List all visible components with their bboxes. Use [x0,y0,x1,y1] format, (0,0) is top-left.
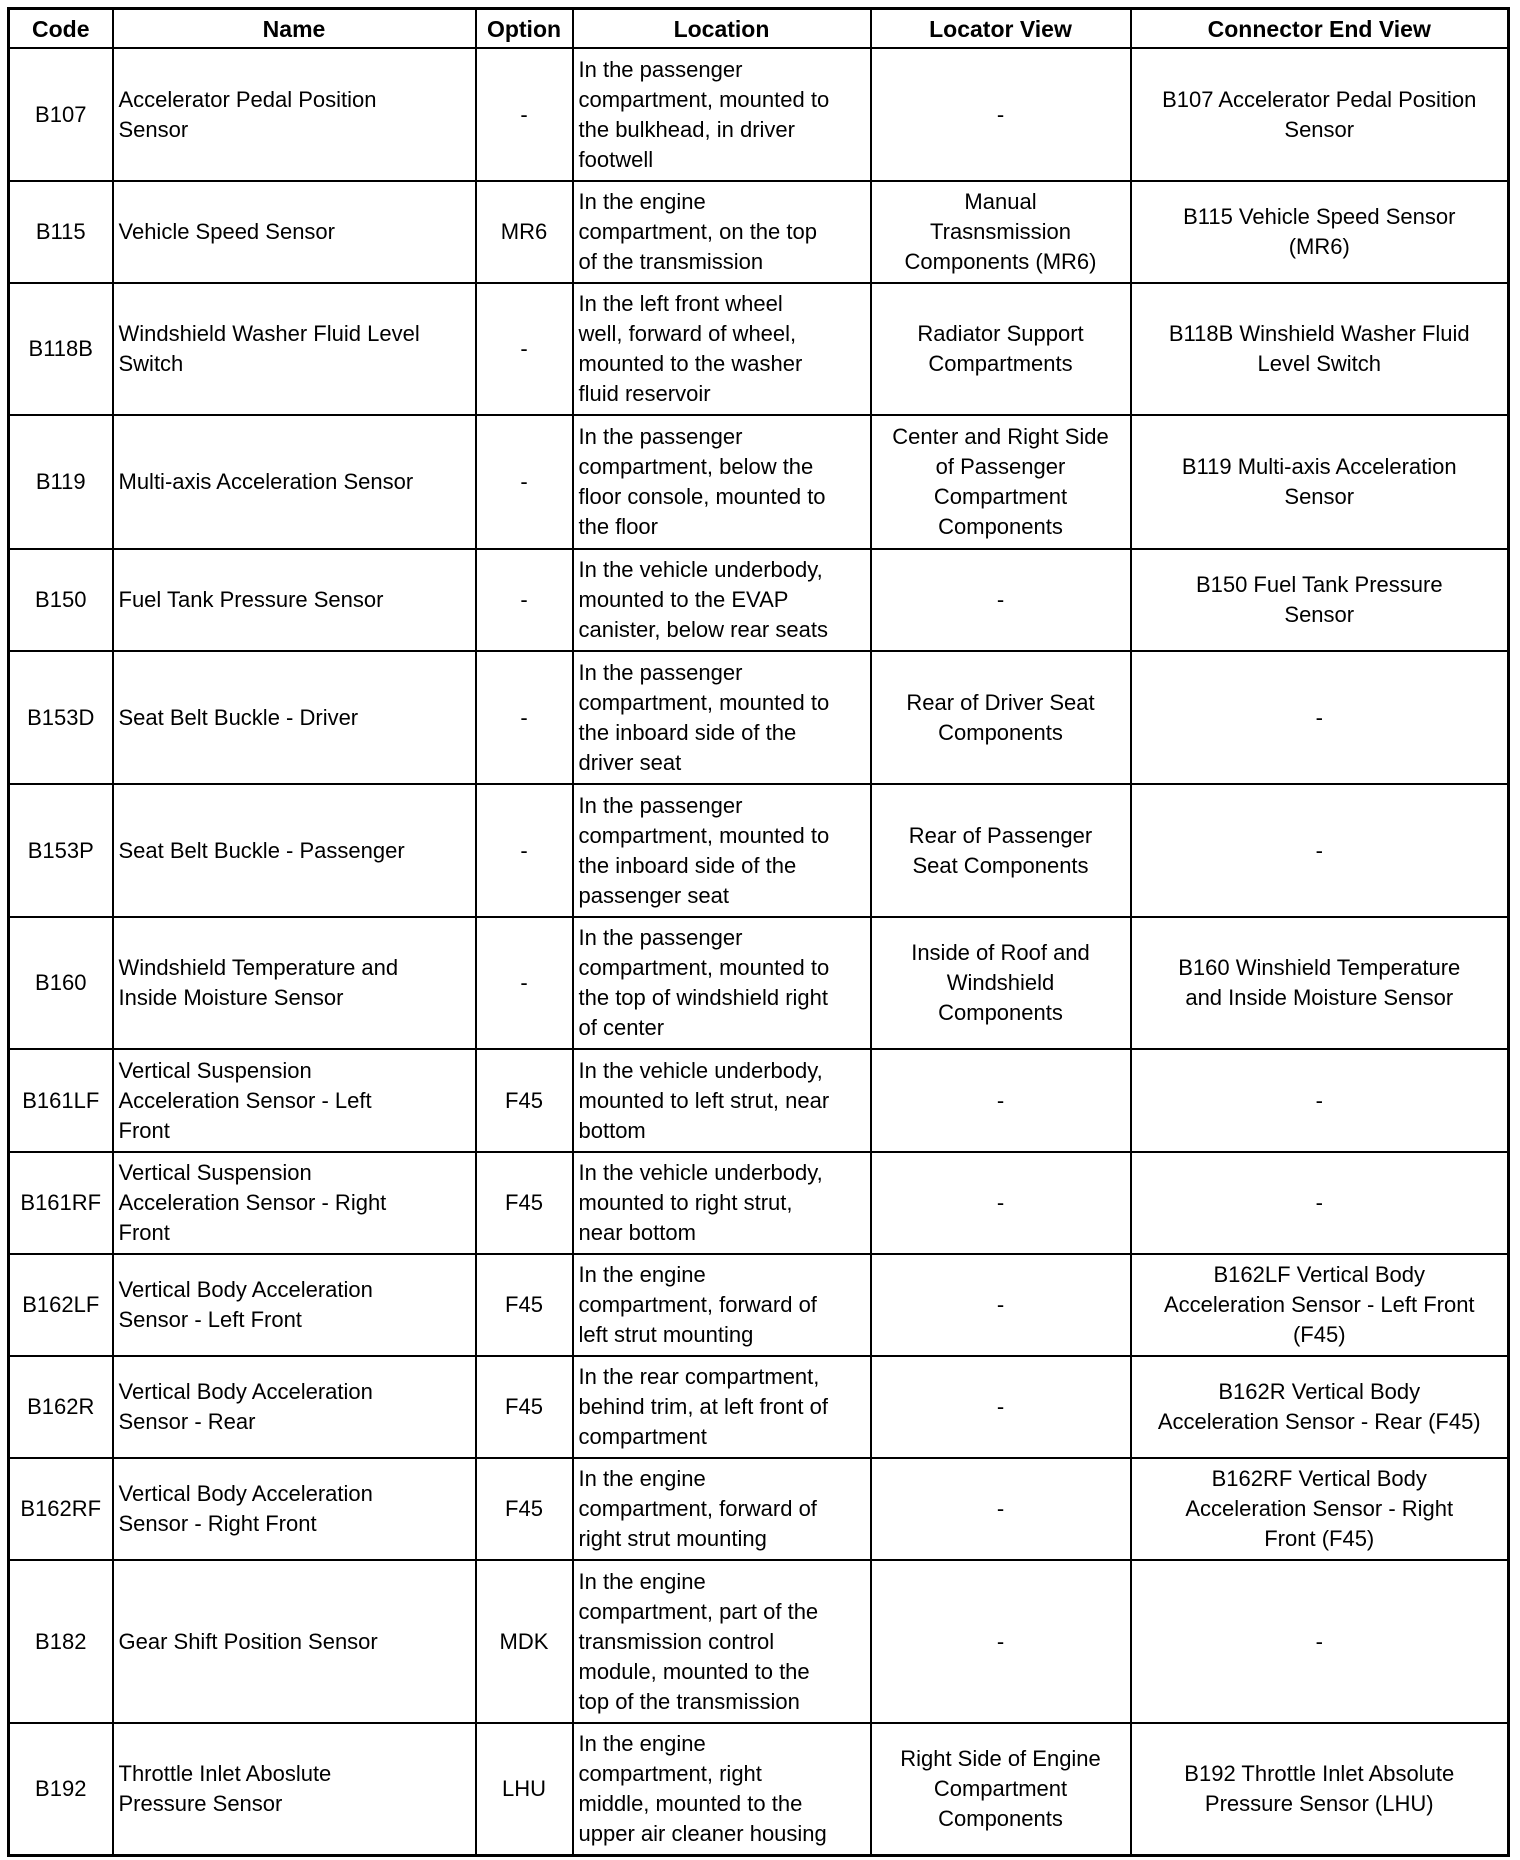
connector-end-view-cell: B115 Vehicle Speed Sensor (MR6) [1131,181,1509,283]
locator-view-cell: Center and Right Side of Passenger Compartment Components [871,415,1131,549]
code-cell: B115 [9,181,113,283]
location-cell: In the engine compartment, right middle, mounted to the upper air cleaner housing [573,1723,871,1855]
code-cell: B107 [9,48,113,181]
location-cell: In the left front wheel well, forward of wheel, mounted to the washer fluid reservoir [573,283,871,415]
name-cell: Vertical Body Acceleration Sensor - Right Front [113,1458,476,1560]
table-row [9,415,1509,549]
header-location: Location [573,9,871,49]
option-cell: F45 [476,1049,573,1152]
header-name: Name [113,9,476,49]
table-row [9,1723,1509,1855]
code-cell: B150 [9,549,113,651]
connector-end-view-cell: - [1131,1560,1509,1723]
name-cell: Vehicle Speed Sensor [113,181,476,283]
code-cell: B162RF [9,1458,113,1560]
locator-view-cell: Rear of Driver Seat Components [871,651,1131,784]
code-cell: B153D [9,651,113,784]
connector-end-view-cell: B162RF Vertical Body Acceleration Sensor - Right Front (F45) [1131,1458,1509,1560]
connector-end-view-cell: B192 Throttle Inlet Absolute Pressure Sensor (LHU) [1131,1723,1509,1855]
option-cell: MDK [476,1560,573,1723]
connector-end-view-cell: B150 Fuel Tank Pressure Sensor [1131,549,1509,651]
code-cell: B192 [9,1723,113,1855]
connector-end-view-cell: B160 Winshield Temperature and Inside Moisture Sensor [1131,917,1509,1049]
name-cell: Seat Belt Buckle - Driver [113,651,476,784]
table-row [9,1356,1509,1458]
header-code: Code [9,9,113,49]
table-row [9,1254,1509,1356]
table-row [9,283,1509,415]
code-cell: B161LF [9,1049,113,1152]
option-cell: MR6 [476,181,573,283]
connector-end-view-cell: B162LF Vertical Body Acceleration Sensor - Left Front (F45) [1131,1254,1509,1356]
option-cell: - [476,48,573,181]
code-cell: B162LF [9,1254,113,1356]
locator-view-cell: - [871,1560,1131,1723]
locator-view-cell: Inside of Roof and Windshield Components [871,917,1131,1049]
location-cell: In the engine compartment, part of the transmission control module, mounted to the top of the transmission [573,1560,871,1723]
name-cell: Fuel Tank Pressure Sensor [113,549,476,651]
code-cell: B119 [9,415,113,549]
location-cell: In the rear compartment, behind trim, at left front of compartment [573,1356,871,1458]
table-row [9,181,1509,283]
name-cell: Accelerator Pedal Position Sensor [113,48,476,181]
table-row [9,48,1509,181]
option-cell: F45 [476,1152,573,1254]
location-cell: In the vehicle underbody, mounted to the EVAP canister, below rear seats [573,549,871,651]
location-cell: In the engine compartment, on the top of the transmission [573,181,871,283]
connector-end-view-cell: - [1131,651,1509,784]
code-cell: B153P [9,784,113,917]
locator-view-cell: - [871,549,1131,651]
name-cell: Gear Shift Position Sensor [113,1560,476,1723]
location-cell: In the passenger compartment, mounted to the bulkhead, in driver footwell [573,48,871,181]
connector-end-view-cell: - [1131,784,1509,917]
locator-view-cell: - [871,1356,1131,1458]
location-cell: In the passenger compartment, mounted to the inboard side of the passenger seat [573,784,871,917]
connector-end-view-cell: B119 Multi-axis Acceleration Sensor [1131,415,1509,549]
option-cell: - [476,283,573,415]
locator-view-cell: - [871,1254,1131,1356]
name-cell: Multi-axis Acceleration Sensor [113,415,476,549]
location-cell: In the engine compartment, forward of right strut mounting [573,1458,871,1560]
locator-view-cell: Radiator Support Compartments [871,283,1131,415]
code-cell: B161RF [9,1152,113,1254]
option-cell: F45 [476,1356,573,1458]
connector-end-view-cell: B162R Vertical Body Acceleration Sensor - Rear (F45) [1131,1356,1509,1458]
location-cell: In the passenger compartment, mounted to the top of windshield right of center [573,917,871,1049]
name-cell: Windshield Temperature and Inside Moisture Sensor [113,917,476,1049]
location-cell: In the engine compartment, forward of left strut mounting [573,1254,871,1356]
connector-end-view-cell: - [1131,1152,1509,1254]
code-cell: B162R [9,1356,113,1458]
table-row [9,1152,1509,1254]
code-cell: B160 [9,917,113,1049]
option-cell: - [476,415,573,549]
table-row [9,1458,1509,1560]
component-locator-table [7,7,1510,1857]
connector-end-view-cell: B118B Winshield Washer Fluid Level Switch [1131,283,1509,415]
table-row [9,784,1509,917]
locator-view-cell: Right Side of Engine Compartment Components [871,1723,1131,1855]
name-cell: Vertical Body Acceleration Sensor - Rear [113,1356,476,1458]
name-cell: Vertical Body Acceleration Sensor - Left Front [113,1254,476,1356]
locator-view-cell: Manual Trasnsmission Components (MR6) [871,181,1131,283]
locator-view-cell: - [871,1049,1131,1152]
name-cell: Vertical Suspension Acceleration Sensor - Right Front [113,1152,476,1254]
table-row [9,651,1509,784]
location-cell: In the passenger compartment, below the floor console, mounted to the floor [573,415,871,549]
option-cell: - [476,549,573,651]
name-cell: Windshield Washer Fluid Level Switch [113,283,476,415]
name-cell: Seat Belt Buckle - Passenger [113,784,476,917]
option-cell: - [476,784,573,917]
code-cell: B118B [9,283,113,415]
locator-view-cell: Rear of Passenger Seat Components [871,784,1131,917]
locator-view-cell: - [871,48,1131,181]
location-cell: In the passenger compartment, mounted to the inboard side of the driver seat [573,651,871,784]
name-cell: Throttle Inlet Aboslute Pressure Sensor [113,1723,476,1855]
table-row [9,1049,1509,1152]
option-cell: F45 [476,1458,573,1560]
header-connector-end-view: Connector End View [1131,9,1509,49]
name-cell: Vertical Suspension Acceleration Sensor - Left Front [113,1049,476,1152]
option-cell: - [476,651,573,784]
code-cell: B182 [9,1560,113,1723]
locator-view-cell: - [871,1152,1131,1254]
locator-view-cell: - [871,1458,1131,1560]
location-cell: In the vehicle underbody, mounted to right strut, near bottom [573,1152,871,1254]
option-cell: - [476,917,573,1049]
table-row [9,917,1509,1049]
header-row [9,9,1509,49]
option-cell: LHU [476,1723,573,1855]
connector-end-view-cell: B107 Accelerator Pedal Position Sensor [1131,48,1509,181]
table-row [9,549,1509,651]
location-cell: In the vehicle underbody, mounted to left strut, near bottom [573,1049,871,1152]
header-option: Option [476,9,573,49]
option-cell: F45 [476,1254,573,1356]
table-row [9,1560,1509,1723]
header-locator-view: Locator View [871,9,1131,49]
connector-end-view-cell: - [1131,1049,1509,1152]
